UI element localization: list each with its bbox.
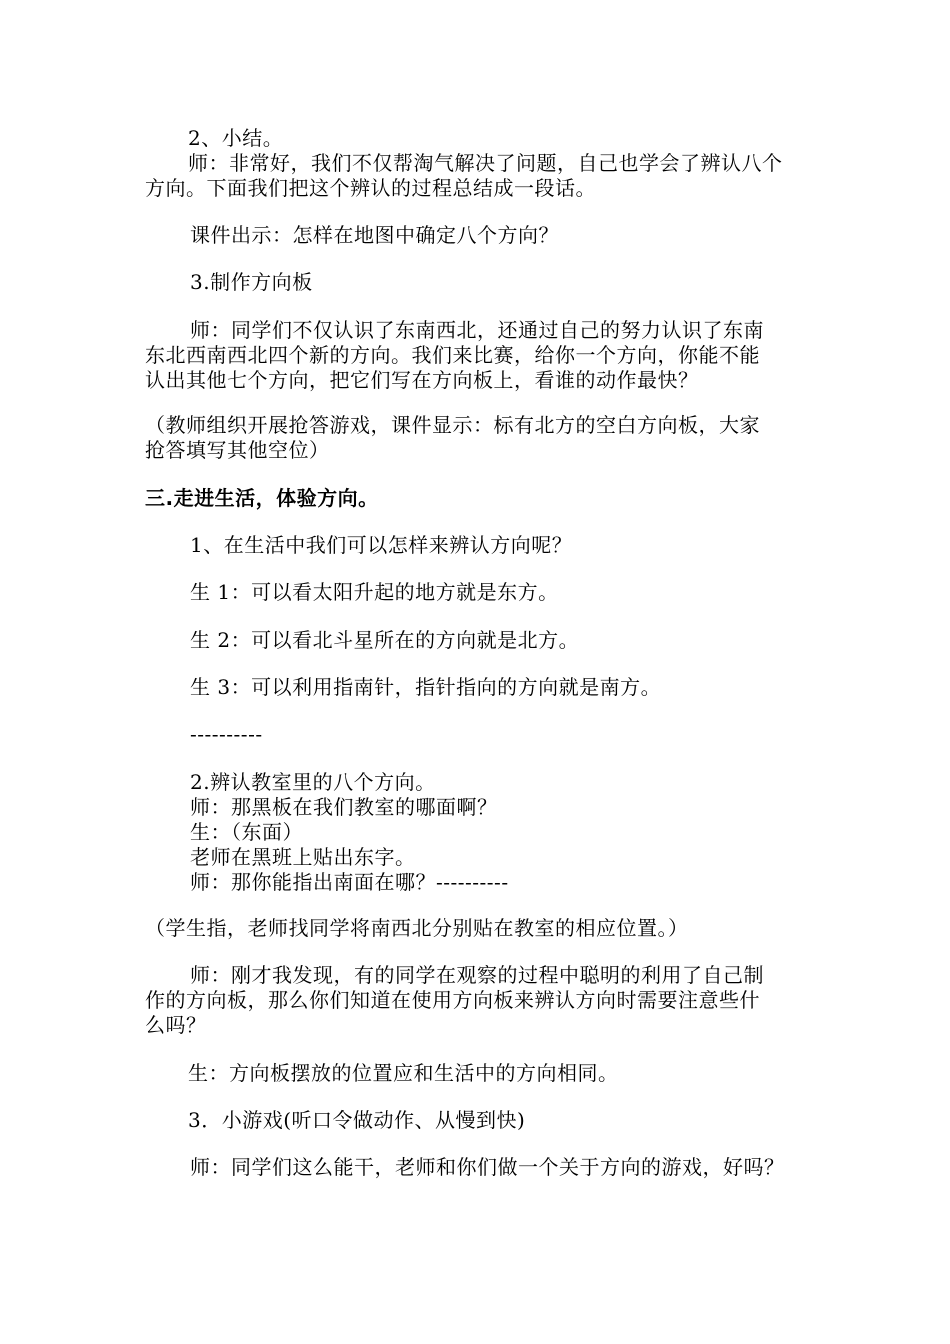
student-points: （学生指，老师找同学将南西北分别贴在教室的相应位置。） — [145, 916, 689, 940]
teacher-board-line-1: 师：同学们不仅认识了东南西北，还通过自己的努力认识了东南 — [190, 318, 764, 342]
teacher-notice-line-1: 师：刚才我发现，有的同学在观察的过程中聪明的利用了自己制 — [190, 963, 764, 987]
student-answer-3: 生 3：可以利用指南针，指针指向的方向就是南方。 — [190, 675, 662, 699]
student-answer-2: 生 2：可以看北斗星所在的方向就是北方。 — [190, 628, 580, 652]
question-1: 1、在生活中我们可以怎样来辨认方向呢？ — [190, 533, 573, 557]
section-three-heading: 三.走进生活，体验方向。 — [145, 486, 379, 510]
teacher-blackboard: 师：那黑板在我们教室的哪面啊？ — [190, 795, 498, 819]
summary-heading: 2、小结。 — [188, 126, 284, 150]
courseware-show: 课件出示：怎样在地图中确定八个方向？ — [190, 223, 559, 247]
classroom-heading: 2.辨认教室里的八个方向。 — [190, 770, 436, 794]
game-note-line-2: 抢答填写其他空位） — [145, 438, 330, 462]
student-answer-board: 生：方向板摆放的位置应和生活中的方向相同。 — [188, 1061, 619, 1085]
make-board-heading: 3.制作方向板 — [190, 270, 313, 294]
game-heading: 3．小游戏(听口令做动作、从慢到快) — [188, 1108, 526, 1132]
teacher-summary-line-1: 师：非常好，我们不仅帮淘气解决了问题，自己也学会了辨认八个 — [188, 151, 783, 175]
student-answer-1: 生 1：可以看太阳升起的地方就是东方。 — [190, 580, 559, 604]
teacher-game: 师：同学们这么能干，老师和你们做一个关于方向的游戏，好吗？ — [190, 1155, 785, 1179]
teacher-board-line-2: 东北西南西北四个新的方向。我们来比赛，给你一个方向，你能不能 — [145, 343, 760, 367]
teacher-board-line-3: 认出其他七个方向，把它们写在方向板上，看谁的动作最快？ — [145, 368, 699, 392]
teacher-summary-line-2: 方向。下面我们把这个辨认的过程总结成一段话。 — [145, 176, 596, 200]
teacher-notice-line-3: 么吗？ — [145, 1013, 207, 1037]
student-east: 生：（东面） — [190, 820, 303, 844]
teacher-posts: 老师在黑班上贴出东字。 — [190, 845, 416, 869]
dash-separator: ---------- — [190, 722, 263, 746]
teacher-south: 师：那你能指出南面在哪？---------- — [190, 870, 509, 894]
teacher-notice-line-2: 作的方向板，那么你们知道在使用方向板来辨认方向时需要注意些什 — [145, 988, 760, 1012]
game-note-line-1: （教师组织开展抢答游戏，课件显示：标有北方的空白方向板，大家 — [145, 413, 760, 437]
